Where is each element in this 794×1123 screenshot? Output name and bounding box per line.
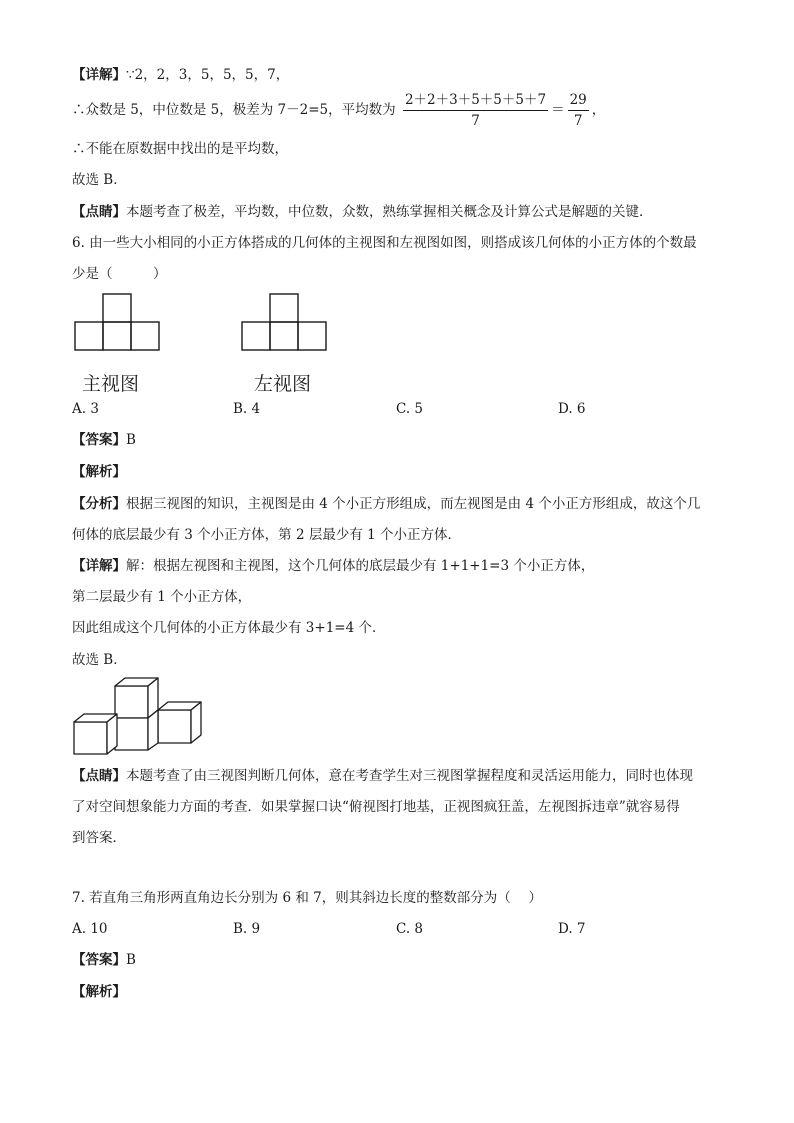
detail-line-2 [72, 92, 605, 129]
cube-solid-figure [72, 676, 204, 758]
equals-sign: ＝ [551, 102, 565, 118]
mean-fraction-denominator: 7 [471, 113, 480, 129]
q7-option-b: B. 9 [233, 921, 261, 937]
q7-option-a: A. 10 [72, 921, 108, 937]
q6-detail-text-1: 解：根据左视图和主视图，这个几何体的底层最少有 1+1+1=3 个小正方体， [126, 558, 595, 574]
detail-line-4: 故选 B． [72, 172, 127, 188]
detail-text: ∵2，2，3，5，5，5，7， [126, 67, 290, 83]
q6-comment-tag: 【点睛】 [72, 768, 126, 784]
comment-1 [72, 202, 653, 222]
q6-fenxi-text-1: 根据三视图的知识，主视图是由 4 个小正方形组成，而左视图是由 4 个小正方形组成，故这个几 [126, 496, 701, 512]
q7-option-c: C. 8 [396, 921, 424, 937]
q6-detail-line-2: 第二层最少有 1 个小正方体， [72, 589, 252, 605]
detail-line-3: ∴不能在原数据中找出的是平均数， [72, 141, 288, 157]
q6-option-b: B. 4 [233, 401, 261, 417]
q6-detail-line-4: 故选 B． [72, 652, 127, 668]
q7-analysis-heading [72, 982, 126, 1002]
detail-tag: 【详解】 [72, 67, 126, 83]
result-fraction-numerator: 29 [568, 92, 589, 111]
detail-line-2-post: ， [591, 102, 606, 118]
q7-stem: 7. 若直角三角形两直角边长分别为 6 和 7，则其斜边长度的整数部分为（ ） [72, 890, 543, 906]
q6-analysis-heading [72, 462, 126, 482]
q6-detail-line-3: 因此组成这个几何体的小正方体最少有 3+1=4 个． [72, 620, 386, 636]
mean-fraction-numerator: 2＋2＋3＋5＋5＋5＋7 [403, 92, 548, 111]
q6-answer-value: B [126, 432, 136, 448]
q6-option-a: A. 3 [72, 401, 99, 417]
q6-comment-line-2: 了对空间想象能力方面的考查．如果掌握口诀“俯视图打地基，正视图疯狂盖，左视图拆违章”就容易得 [72, 799, 680, 815]
front-view-figure [72, 292, 162, 352]
detail-line-2-pre: ∴众数是 5，中位数是 5，极差为 7－2=5，平均数为 [72, 102, 396, 118]
q6-detail-line-1 [72, 556, 594, 576]
left-view-figure [240, 292, 330, 352]
q7-answer [72, 950, 136, 970]
q6-answer [72, 430, 136, 450]
q6-stem-line-1: 6. 由一些大小相同的小正方体搭成的几何体的主视图和左视图如图，则搭成该几何体的小正方体的个数最 [72, 235, 697, 251]
q7-answer-tag: 【答案】 [72, 952, 126, 968]
front-view-label: 主视图 [82, 373, 140, 395]
detail-line-1 [72, 65, 289, 85]
comment-tag: 【点睛】 [72, 204, 126, 220]
q7-option-d: D. 7 [558, 921, 586, 937]
q6-option-c: C. 5 [396, 401, 424, 417]
q6-fenxi-tag: 【分析】 [72, 496, 126, 512]
comment-text: 本题考查了极差，平均数，中位数，众数，熟练掌握相关概念及计算公式是解题的关键． [126, 204, 653, 220]
q6-option-d: D. 6 [558, 401, 586, 417]
q6-comment-line-1 [72, 766, 693, 786]
q6-analysis-tag: 【解析】 [72, 464, 126, 480]
q6-stem-line-2: 少是（ ） [72, 266, 167, 282]
result-fraction [568, 92, 589, 129]
result-fraction-denominator: 7 [573, 113, 583, 129]
q7-analysis-tag: 【解析】 [72, 984, 126, 1000]
q6-answer-tag: 【答案】 [72, 432, 126, 448]
q6-fenxi-line-2: 何体的底层最少有 3 个小正方体，第 2 层最少有 1 个小正方体． [72, 527, 462, 543]
q6-comment-text-1: 本题考查了由三视图判断几何体，意在考查学生对三视图掌握程度和灵活运用能力，同时也体现 [126, 768, 693, 784]
left-view-label: 左视图 [254, 373, 312, 395]
q6-detail-tag: 【详解】 [72, 558, 126, 574]
q6-comment-line-3: 到答案． [72, 830, 126, 846]
mean-fraction [403, 92, 548, 129]
q7-answer-value: B [126, 952, 136, 968]
q6-fenxi-line-1 [72, 494, 700, 514]
